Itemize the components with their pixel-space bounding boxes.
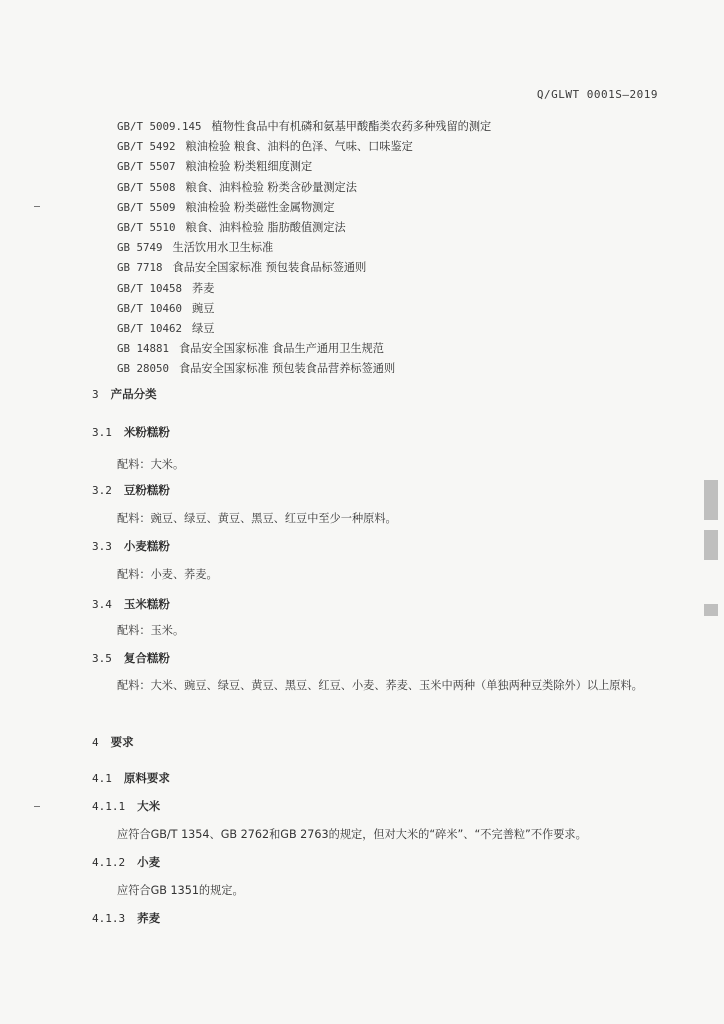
reference-item: [117, 117, 677, 137]
scan-bleed-mark: [704, 480, 718, 520]
reference-item: [117, 359, 677, 379]
section-title: 玉米糕粉: [123, 597, 170, 611]
section-number: 3.4: [92, 598, 112, 611]
reference-title: 生活饮用水卫生标准: [172, 241, 274, 255]
section-heading-4-1-1: [92, 798, 160, 814]
section-number: 4.1.1: [92, 800, 126, 813]
section-heading-4-1: [92, 770, 170, 786]
section-heading-4: [92, 734, 134, 750]
reference-title: 粮油检验 粉类粗细度测定: [185, 160, 313, 174]
section-number: 4.1: [92, 772, 112, 785]
scan-mark: [34, 806, 40, 807]
section-title: 米粉糕粉: [123, 425, 170, 439]
section-title: 小麦糕粉: [123, 539, 170, 553]
section-heading-3-1: [92, 424, 170, 440]
reference-code: GB 28050: [117, 362, 170, 376]
reference-item: [117, 137, 677, 157]
scan-bleed-mark: [704, 604, 718, 616]
section-body-4-1-1: 应符合GB/T 1354、GB 2762和GB 2763的规定，但对大米的“碎米”、“不完善粒”不作要求。: [117, 828, 587, 841]
reference-item: [117, 279, 677, 299]
reference-code: GB 7718: [117, 261, 163, 275]
section-title: 荞麦: [137, 911, 161, 925]
reference-code: GB/T 5009.145: [117, 120, 202, 133]
section-heading-3-5: [92, 650, 170, 666]
section-body-3-2: 配料：豌豆、绿豆、黄豆、黑豆、红豆中至少一种原料。: [117, 512, 397, 525]
reference-title: 粮食、油料检验 脂肪酸值测定法: [185, 220, 346, 234]
section-body-3-5: 配料：大米、豌豆、绿豆、黄豆、黑豆、红豆、小麦、荞麦、玉米中两种（单独两种豆类除外）以上原料。: [117, 679, 643, 692]
reference-title: 粮油检验 粉类磁性金属物测定: [185, 200, 335, 214]
reference-item: [117, 178, 677, 198]
section-body-3-4: 配料：玉米。: [117, 624, 185, 637]
section-title: 复合糕粉: [123, 651, 170, 665]
section-heading-3-4: [92, 596, 170, 612]
section-title: 要求: [110, 735, 134, 749]
reference-code: GB/T 10458: [117, 281, 183, 295]
section-title: 原料要求: [123, 771, 170, 785]
section-title: 大米: [137, 799, 161, 813]
section-body-3-1: 配料：大米。: [117, 458, 185, 471]
reference-item: [117, 157, 677, 177]
section-number: 3.5: [92, 652, 112, 665]
normative-references-list: [117, 117, 677, 379]
section-title: 产品分类: [110, 387, 157, 401]
reference-code: GB/T 5507: [117, 160, 176, 174]
reference-title: 食品安全国家标准 食品生产通用卫生规范: [179, 342, 384, 356]
section-title: 小麦: [137, 855, 161, 869]
reference-title: 植物性食品中有机磷和氨基甲酸酯类农药多种残留的测定: [211, 120, 492, 133]
section-heading-3: [92, 386, 157, 402]
section-body-4-1-2: 应符合GB 1351的规定。: [117, 884, 244, 897]
reference-code: GB/T 5509: [117, 200, 176, 214]
reference-title: 食品安全国家标准 预包装食品标签通则: [172, 261, 367, 275]
reference-code: GB/T 5508: [117, 180, 176, 194]
reference-item: [117, 339, 677, 359]
reference-item: [117, 218, 677, 238]
reference-item: [117, 258, 677, 278]
reference-title: 绿豆: [192, 321, 215, 335]
section-heading-3-3: [92, 538, 170, 554]
section-number: 3: [92, 388, 99, 401]
scan-bleed-mark: [704, 530, 718, 560]
document-code: Q/GLWT 0001S—2019: [536, 88, 658, 101]
reference-title: 豌豆: [192, 301, 215, 315]
section-heading-3-2: [92, 482, 170, 498]
reference-item: [117, 238, 677, 258]
section-number: 4.1.2: [92, 856, 126, 869]
section-heading-4-1-2: [92, 854, 160, 870]
reference-item: [117, 319, 677, 339]
reference-item: [117, 198, 677, 218]
scan-mark: [34, 206, 40, 207]
section-number: 3.1: [92, 426, 112, 439]
reference-code: GB/T 5492: [117, 140, 176, 154]
reference-item: [117, 299, 677, 319]
reference-title: 食品安全国家标准 预包装食品营养标签通则: [179, 362, 396, 376]
section-number: 3.3: [92, 540, 112, 553]
section-title: 豆粉糕粉: [123, 483, 170, 497]
reference-title: 粮油检验 粮食、油料的色泽、气味、口味鉴定: [185, 140, 413, 154]
reference-code: GB 14881: [117, 342, 170, 356]
reference-title: 粮食、油料检验 粉类含砂量测定法: [185, 180, 357, 194]
section-heading-4-1-3: [92, 910, 160, 926]
reference-code: GB/T 10462: [117, 321, 183, 335]
section-number: 4: [92, 736, 99, 749]
section-number: 3.2: [92, 484, 112, 497]
reference-code: GB/T 5510: [117, 220, 176, 234]
section-body-3-3: 配料：小麦、荞麦。: [117, 568, 218, 581]
reference-title: 荞麦: [192, 281, 215, 295]
reference-code: GB/T 10460: [117, 301, 183, 315]
section-number: 4.1.3: [92, 912, 126, 925]
reference-code: GB 5749: [117, 241, 163, 255]
